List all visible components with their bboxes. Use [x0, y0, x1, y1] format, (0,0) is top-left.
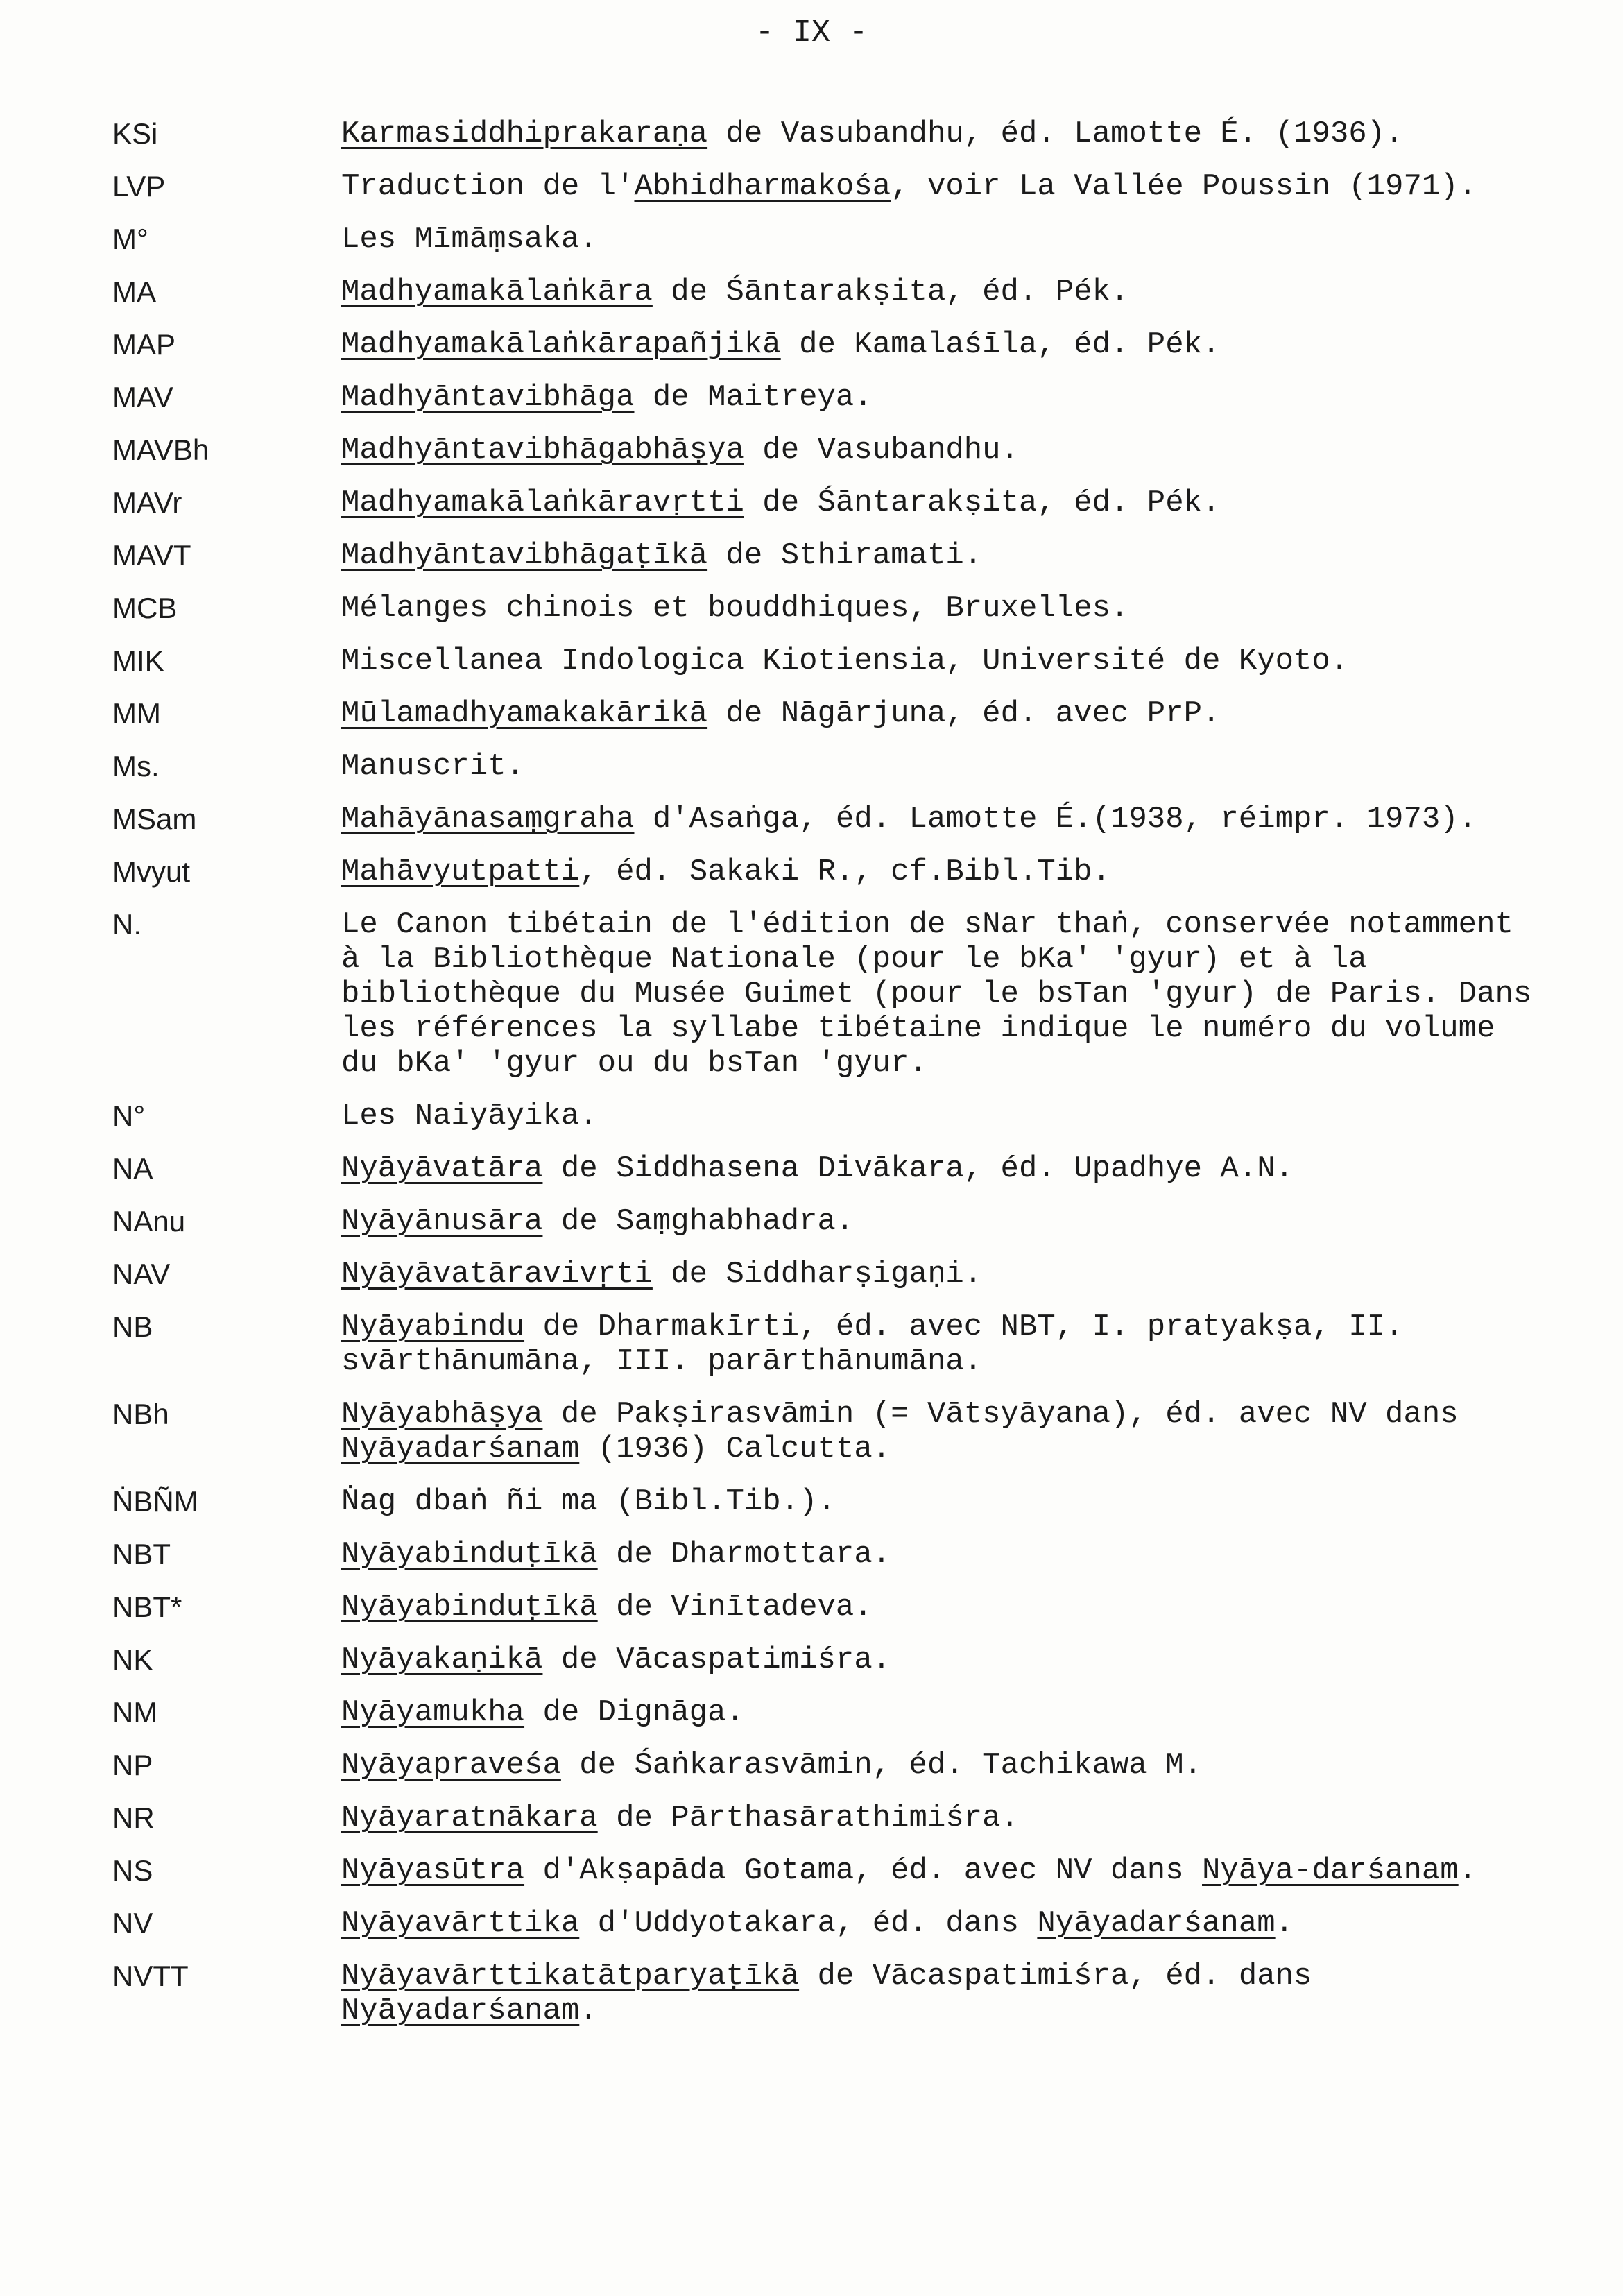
entry-abbreviation: MCB: [112, 592, 178, 624]
entry-abbreviation: NAV: [112, 1258, 171, 1290]
entry-description: [341, 1590, 1541, 1625]
entry-description: [341, 1853, 1541, 1888]
abbreviation-entry: [112, 802, 1541, 837]
description-text: Ṅag dbaṅ ñi ma (Bibl.Tib.).: [341, 1484, 836, 1519]
work-title: Mūlamadhyamakakārikā: [341, 696, 708, 731]
description-text: , voir La Vallée Poussin (1971).: [891, 169, 1477, 204]
abbreviation-list: [112, 117, 1541, 2046]
work-title: Nyāyānusāra: [341, 1204, 543, 1239]
entry-description: [341, 538, 1541, 573]
work-title: Madhyāntavibhāgaṭīkā: [341, 538, 708, 573]
description-text: de Pakṣirasvāmin (= Vātsyāyana), éd. avec NV dans: [542, 1397, 1459, 1432]
work-title: Madhyāntavibhāgabhāṣya: [341, 433, 744, 468]
description-text: de Pārthasārathimiśra.: [597, 1801, 1019, 1835]
description-text: de Sthiramati.: [707, 538, 983, 573]
work-title: Abhidharmakośa: [634, 169, 891, 204]
description-text: de Śāntarakṣita, éd. Pék.: [652, 275, 1129, 309]
abbreviation-entry: [112, 1537, 1541, 1572]
abbreviation-entry: [112, 907, 1541, 1081]
abbreviation-entry: [112, 1484, 1541, 1519]
entry-description: [341, 1151, 1541, 1186]
abbreviation-entry: [112, 433, 1541, 468]
entry-description: [341, 327, 1541, 362]
entry-description: [341, 433, 1541, 468]
description-text: de Vācaspatimiśra, éd. dans: [799, 1959, 1312, 1994]
description-text: .: [1458, 1853, 1477, 1888]
entry-abbreviation: Mvyut: [112, 855, 191, 888]
entry-abbreviation: ṄBÑM: [112, 1485, 198, 1518]
abbreviation-entry: [112, 1151, 1541, 1186]
abbreviation-entry: [112, 1590, 1541, 1625]
entry-abbreviation: NK: [112, 1643, 153, 1676]
entry-abbreviation: NR: [112, 1801, 155, 1834]
entry-description: [341, 1959, 1541, 2028]
entry-description: [341, 275, 1541, 309]
entry-abbreviation: Ms.: [112, 750, 160, 782]
description-text: de Vācaspatimiśra.: [542, 1643, 891, 1677]
work-title: Nyāyakaṇikā: [341, 1643, 543, 1677]
entry-description: [341, 1695, 1541, 1730]
description-text: de Kamalaśīla, éd. Pék.: [780, 327, 1221, 362]
abbreviation-entry: [112, 275, 1541, 309]
page-number: - IX -: [755, 15, 868, 51]
description-text: .: [579, 1994, 598, 2028]
abbreviation-entry: [112, 1801, 1541, 1835]
abbreviation-entry: [112, 1397, 1541, 1466]
entry-abbreviation: MAP: [112, 328, 176, 361]
description-text: Mélanges chinois et bouddhiques, Bruxelles.: [341, 591, 1129, 626]
entry-abbreviation: NBT: [112, 1538, 171, 1570]
work-title: Nyāyamukha: [341, 1695, 525, 1730]
description-text: de Vinītadeva.: [597, 1590, 873, 1625]
work-title: Nyāyadarśanam: [341, 1432, 580, 1466]
entry-abbreviation: NM: [112, 1696, 158, 1729]
entry-abbreviation: MM: [112, 697, 161, 730]
entry-abbreviation: NVTT: [112, 1960, 189, 1992]
work-title: Madhyamakālaṅkārapañjikā: [341, 327, 781, 362]
description-text: Miscellanea Indologica Kiotiensia, Université de Kyoto.: [341, 644, 1349, 678]
entry-description: [341, 855, 1541, 889]
work-title: Nyāya-darśanam: [1202, 1853, 1459, 1888]
work-title: Nyāyadarśanam: [1037, 1906, 1276, 1941]
abbreviation-entry: [112, 1748, 1541, 1783]
description-text: d'Uddyotakara, éd. dans: [579, 1906, 1038, 1941]
description-text: de Dharmakīrti, éd. avec NBT, I. pratyakṣa, II. svārthānumāna, III. parārthānumāna.: [341, 1310, 1404, 1379]
entry-abbreviation: NP: [112, 1749, 153, 1781]
work-title: Nyāyavārttikatātparyaṭīkā: [341, 1959, 800, 1994]
entry-description: [341, 802, 1541, 837]
description-text: de Nāgārjuna, éd. avec PrP.: [707, 696, 1221, 731]
work-title: Nyāyaratnākara: [341, 1801, 598, 1835]
description-text: (1936) Calcutta.: [579, 1432, 891, 1466]
entry-abbreviation: MSam: [112, 803, 197, 835]
description-text: .: [1275, 1906, 1294, 1941]
entry-description: [341, 696, 1541, 731]
description-text: Traduction de l': [341, 169, 635, 204]
abbreviation-entry: [112, 749, 1541, 784]
work-title: Nyāyadarśanam: [341, 1994, 580, 2028]
entry-description: [341, 1537, 1541, 1572]
entry-description: [341, 1099, 1541, 1133]
description-text: de Saṃghabhadra.: [542, 1204, 855, 1239]
abbreviation-entry: [112, 1853, 1541, 1888]
entry-abbreviation: NBh: [112, 1398, 169, 1430]
entry-description: [341, 1801, 1541, 1835]
description-text: Manuscrit.: [341, 749, 525, 784]
entry-description: [341, 1906, 1541, 1941]
entry-abbreviation: N°: [112, 1099, 146, 1132]
entry-abbreviation: NV: [112, 1907, 153, 1939]
entry-description: [341, 1397, 1541, 1466]
description-text: Les Mīmāṃsaka.: [341, 222, 598, 257]
entry-description: [341, 591, 1541, 626]
work-title: Karmasiddhiprakaraṇa: [341, 117, 708, 151]
description-text: de Śāntarakṣita, éd. Pék.: [744, 486, 1221, 520]
abbreviation-entry: [112, 222, 1541, 257]
abbreviation-entry: [112, 486, 1541, 520]
entry-abbreviation: MA: [112, 275, 156, 308]
entry-abbreviation: KSi: [112, 117, 158, 150]
work-title: Nyāyāvatāravivṛti: [341, 1257, 653, 1292]
description-text: de Vasubandhu.: [744, 433, 1019, 468]
entry-abbreviation: NAnu: [112, 1205, 186, 1237]
entry-abbreviation: NB: [112, 1310, 153, 1343]
description-text: de Śaṅkarasvāmin, éd. Tachikawa M.: [560, 1748, 1203, 1783]
work-title: Nyāyabinduṭīkā: [341, 1590, 598, 1625]
abbreviation-entry: [112, 591, 1541, 626]
entry-description: [341, 486, 1541, 520]
abbreviation-entry: [112, 1695, 1541, 1730]
description-text: de Siddharṣigaṇi.: [652, 1257, 983, 1292]
entry-abbreviation: NA: [112, 1152, 153, 1185]
abbreviation-entry: [112, 169, 1541, 204]
entry-abbreviation: NBT*: [112, 1591, 182, 1623]
entry-description: [341, 1257, 1541, 1292]
entry-abbreviation: LVP: [112, 170, 166, 203]
work-title: Nyāyabindu: [341, 1310, 525, 1344]
entry-description: [341, 1643, 1541, 1677]
entry-description: [341, 1204, 1541, 1239]
work-title: Madhyamakālaṅkāra: [341, 275, 653, 309]
abbreviation-entry: [112, 1643, 1541, 1677]
abbreviation-entry: [112, 644, 1541, 678]
description-text: de Vasubandhu, éd. Lamotte É. (1936).: [707, 117, 1404, 151]
entry-description: [341, 380, 1541, 415]
entry-description: [341, 1310, 1541, 1379]
entry-description: [341, 749, 1541, 784]
entry-abbreviation: N.: [112, 908, 141, 941]
entry-description: [341, 907, 1541, 1081]
abbreviation-entry: [112, 327, 1541, 362]
entry-abbreviation: M°: [112, 223, 148, 255]
abbreviation-entry: [112, 117, 1541, 151]
work-title: Madhyāntavibhāga: [341, 380, 635, 415]
abbreviation-entry: [112, 1959, 1541, 2028]
entry-description: [341, 644, 1541, 678]
description-text: d'Akṣapāda Gotama, éd. avec NV dans: [524, 1853, 1203, 1888]
entry-abbreviation: NS: [112, 1854, 153, 1887]
entry-abbreviation: MAVBh: [112, 434, 209, 466]
abbreviation-entry: [112, 538, 1541, 573]
abbreviation-entry: [112, 1204, 1541, 1239]
entry-description: [341, 1748, 1541, 1783]
description-text: Le Canon tibétain de l'édition de sNar thaṅ, conservée notamment à la Bibliothèque Nationale (pour le bKa' 'gyur) et à la bibliothèque du Musée Guimet (pour le bsTan 'gyur) de Paris. Dans les références la syllabe tibétaine indique le numéro du volume du bKa' 'gyur ou du bsTan 'gyur.: [341, 907, 1532, 1081]
entry-description: [341, 1484, 1541, 1519]
abbreviation-entry: [112, 855, 1541, 889]
entry-abbreviation: MAVr: [112, 486, 182, 519]
work-title: Mahāvyutpatti: [341, 855, 580, 889]
work-title: Nyāyāvatāra: [341, 1151, 543, 1186]
work-title: Nyāyasūtra: [341, 1853, 525, 1888]
work-title: Mahāyānasaṃgraha: [341, 802, 635, 837]
description-text: de Dharmottara.: [597, 1537, 891, 1572]
description-text: de Dignāga.: [524, 1695, 744, 1730]
description-text: d'Asaṅga, éd. Lamotte É.(1938, réimpr. 1973).: [634, 802, 1477, 837]
entry-description: [341, 169, 1541, 204]
entry-abbreviation: MIK: [112, 644, 164, 677]
abbreviation-entry: [112, 1257, 1541, 1292]
work-title: Nyāyavārttika: [341, 1906, 580, 1941]
entry-description: [341, 222, 1541, 257]
abbreviation-entry: [112, 1310, 1541, 1379]
abbreviation-entry: [112, 380, 1541, 415]
description-text: de Siddhasena Divākara, éd. Upadhye A.N.: [542, 1151, 1294, 1186]
entry-abbreviation: MAVT: [112, 539, 191, 572]
entry-abbreviation: MAV: [112, 381, 173, 413]
entry-description: [341, 117, 1541, 151]
description-text: de Maitreya.: [634, 380, 873, 415]
abbreviation-entry: [112, 696, 1541, 731]
abbreviation-entry: [112, 1099, 1541, 1133]
work-title: Nyāyabinduṭīkā: [341, 1537, 598, 1572]
work-title: Nyāyabhāṣya: [341, 1397, 543, 1432]
description-text: , éd. Sakaki R., cf.Bibl.Tib.: [579, 855, 1110, 889]
description-text: Les Naiyāyika.: [341, 1099, 598, 1133]
work-title: Nyāyapraveśa: [341, 1748, 561, 1783]
abbreviation-entry: [112, 1906, 1541, 1941]
work-title: Madhyamakālaṅkāravṛtti: [341, 486, 744, 520]
